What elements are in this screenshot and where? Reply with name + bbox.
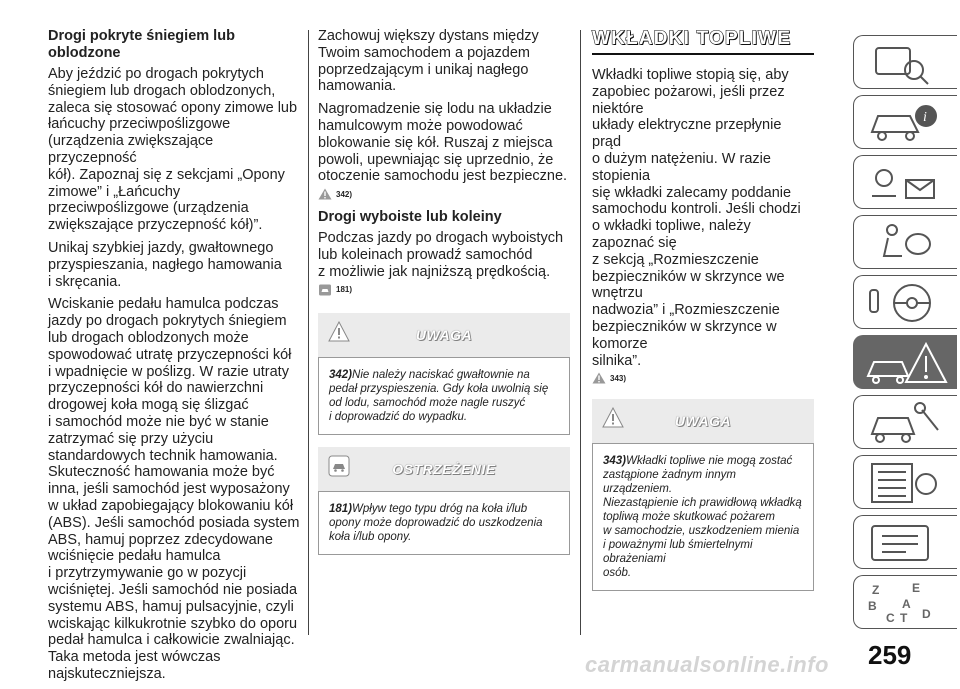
tab-car-warning-triangle[interactable] [853, 335, 957, 389]
column-divider [580, 30, 581, 635]
tab-car-wrench[interactable] [853, 395, 957, 449]
warning-header [318, 313, 570, 357]
warning-text-box [318, 357, 570, 435]
paragraph: Wkładki topliwe stopią się, aby zapobiec pożarowi, jeśli przez niektóre układy elektryczne przepłynie prąd o dużym natężeniu. W razie stopienia się wkładki zalecamy poddanie samochodu kontroli. Jeśli chodzi o wkładki topliwe, należy zapoznać się z sekcją „Rozmieszczenie bezpieczników w skrzynce we wnętrzu nadwozia” i „Rozmieszczenie bezpieczników w skrzynce w komorze silnika”. [592, 67, 801, 369]
car-warning-triangle-icon [862, 340, 950, 386]
tab-specifications[interactable] [853, 455, 957, 509]
alphabet-index-icon [862, 580, 950, 626]
warning-number: 343) [603, 455, 627, 468]
media-icon [862, 520, 950, 566]
warning-triangle-icon [602, 407, 624, 429]
steering-wheel-icon [862, 280, 950, 326]
column-divider [308, 30, 309, 635]
car-wrench-icon [862, 400, 950, 446]
tab-seat-airbag[interactable] [853, 215, 957, 269]
warning-title: UWAGA [674, 413, 732, 430]
car-magnifier-icon [862, 40, 950, 86]
warning-triangle-icon [328, 321, 350, 343]
caution-car-icon [318, 284, 332, 296]
column-1 [48, 28, 300, 689]
page-number: 259 [868, 640, 912, 670]
column-2 [318, 28, 570, 555]
tab-car-magnifier[interactable] [853, 35, 957, 89]
tab-steering-wheel[interactable] [853, 275, 957, 329]
warning-reference[interactable] [592, 371, 814, 385]
caution-title: OSTRZEŻENIE [392, 460, 496, 477]
warning-reference[interactable] [318, 187, 570, 201]
section-title-fuses: WKŁADKI TOPLIWE [592, 28, 814, 55]
index-letter: D [922, 607, 931, 621]
reference-number: 181) [336, 285, 353, 295]
warning-header [592, 399, 814, 443]
warning-block [318, 313, 570, 435]
specifications-list-icon [862, 460, 950, 506]
watermark: carmanualsonline.info [585, 652, 829, 677]
paragraph: Podczas jazdy po drogach wyboistych lub koleinach prowadź samochód z możliwie jak najniższą prędkością. [318, 230, 564, 280]
warning-title: UWAGA [415, 326, 473, 343]
warning-text: Wkładki topliwe nie mogą zostać zastąpione żadnym innym urządzeniem. Niezastąpienie ich prawidłową wkładką topliwą może skutkować pożarem w samochodzie, uszkodzeniem mienia i poważnymi lub śmiertelnymi obrażeniami osób. [603, 455, 802, 580]
section-heading-rough-roads: Drogi wyboiste lub koleiny [318, 209, 502, 226]
tab-car-info[interactable] [853, 95, 957, 149]
dashboard-lights-icon [862, 160, 950, 206]
index-letter: T [900, 611, 908, 625]
paragraph: Aby jeździć po drogach pokrytych śniegiem lub drogach oblodzonych, zaleca się stosować opony zimowe lub łańcuchy przeciwpoślizgowe (urządzenia zwiększające przyczepność kół). Zapoznaj się z sekcjami „Opony zimowe” i „Łańcuchy przeciwpoślizgowe (urządzenia zwiększające przyczepność kół)”. [48, 66, 298, 234]
caution-text: Wpływ tego typu dróg na koła i/lub opony może doprowadzić do uszkodzenia koła i/lub opony. [329, 502, 543, 543]
car-info-icon [862, 100, 950, 146]
caution-reference[interactable] [318, 283, 570, 297]
paragraph: Nagromadzenie się lodu na układzie hamulcowym może powodować blokowanie się kół. Ruszaj z miejsca powoli, upewniając się uprzednio, że otoczenie samochodu jest bezpieczne. [318, 101, 568, 185]
paragraph: Unikaj szybkiej jazdy, gwałtownego przyspieszania, nagłego hamowania i skręcania. [48, 239, 282, 290]
caution-number: 181) [329, 502, 353, 515]
index-letter: A [902, 597, 911, 611]
warning-text: Nie należy naciskać gwałtownie na pedał przyspieszenia. Gdy koła uwolnią się od lodu, samochód może nagle ruszyć i doprowadzić do wypadku. [329, 368, 549, 423]
tab-media[interactable] [853, 515, 957, 569]
caution-text-box [318, 491, 570, 555]
index-letter: C [886, 611, 895, 625]
tab-dashboard-lights[interactable] [853, 155, 957, 209]
column-3 [592, 28, 814, 591]
paragraph: Wciskanie pedału hamulca podczas jazdy po drogach pokrytych śniegiem lub drogach oblodzonych może spowodować utratę przyczepności kół i wpadnięcie w poślizg. W razie utraty przyczepności kół do nawierzchni drogowej koła mogą się ślizgać i samochód może nie być w stanie zatrzymać się przy użyciu standardowych technik hamowania. Skuteczność hamowania może być inna, jeśli samochód jest wyposażony w układ zapobiegający blokowaniu kół (ABS). Jeśli samochód posiada system ABS, hamuj poprzez zdecydowane wciśnięcie pedału hamulca i przytrzymywanie go w pozycji wciśniętej. Jeśli samochód nie posiada systemu ABS, hamuj pulsacyjnie, czyli wciskając kilkukrotnie szybko do oporu pedał hamulca i całkowicie zwalniając. Taka metoda jest wówczas najskuteczniejsza. [48, 296, 300, 682]
warning-block [592, 399, 814, 591]
caution-car-icon [328, 455, 350, 477]
seat-airbag-icon [862, 220, 950, 266]
svg-text:i: i [923, 110, 927, 125]
paragraph: Zachowuj większy dystans między Twoim samochodem a pojazdem poprzedzającym i unikaj nagłego hamowania. [318, 28, 539, 95]
index-letter: E [912, 581, 921, 595]
tab-alphabet-index[interactable] [853, 575, 957, 629]
index-letter: B [868, 599, 877, 613]
warning-text-box [592, 443, 814, 591]
index-letter: Z [872, 583, 880, 597]
reference-number: 343) [610, 373, 627, 383]
warning-number: 342) [329, 368, 353, 381]
caution-block [318, 447, 570, 555]
caution-header [318, 447, 570, 491]
section-heading-snow-ice: Drogi pokryte śniegiem lub oblodzone [48, 28, 235, 61]
warning-triangle-icon [318, 188, 332, 200]
warning-triangle-icon [592, 372, 606, 384]
reference-number: 342) [336, 189, 353, 199]
